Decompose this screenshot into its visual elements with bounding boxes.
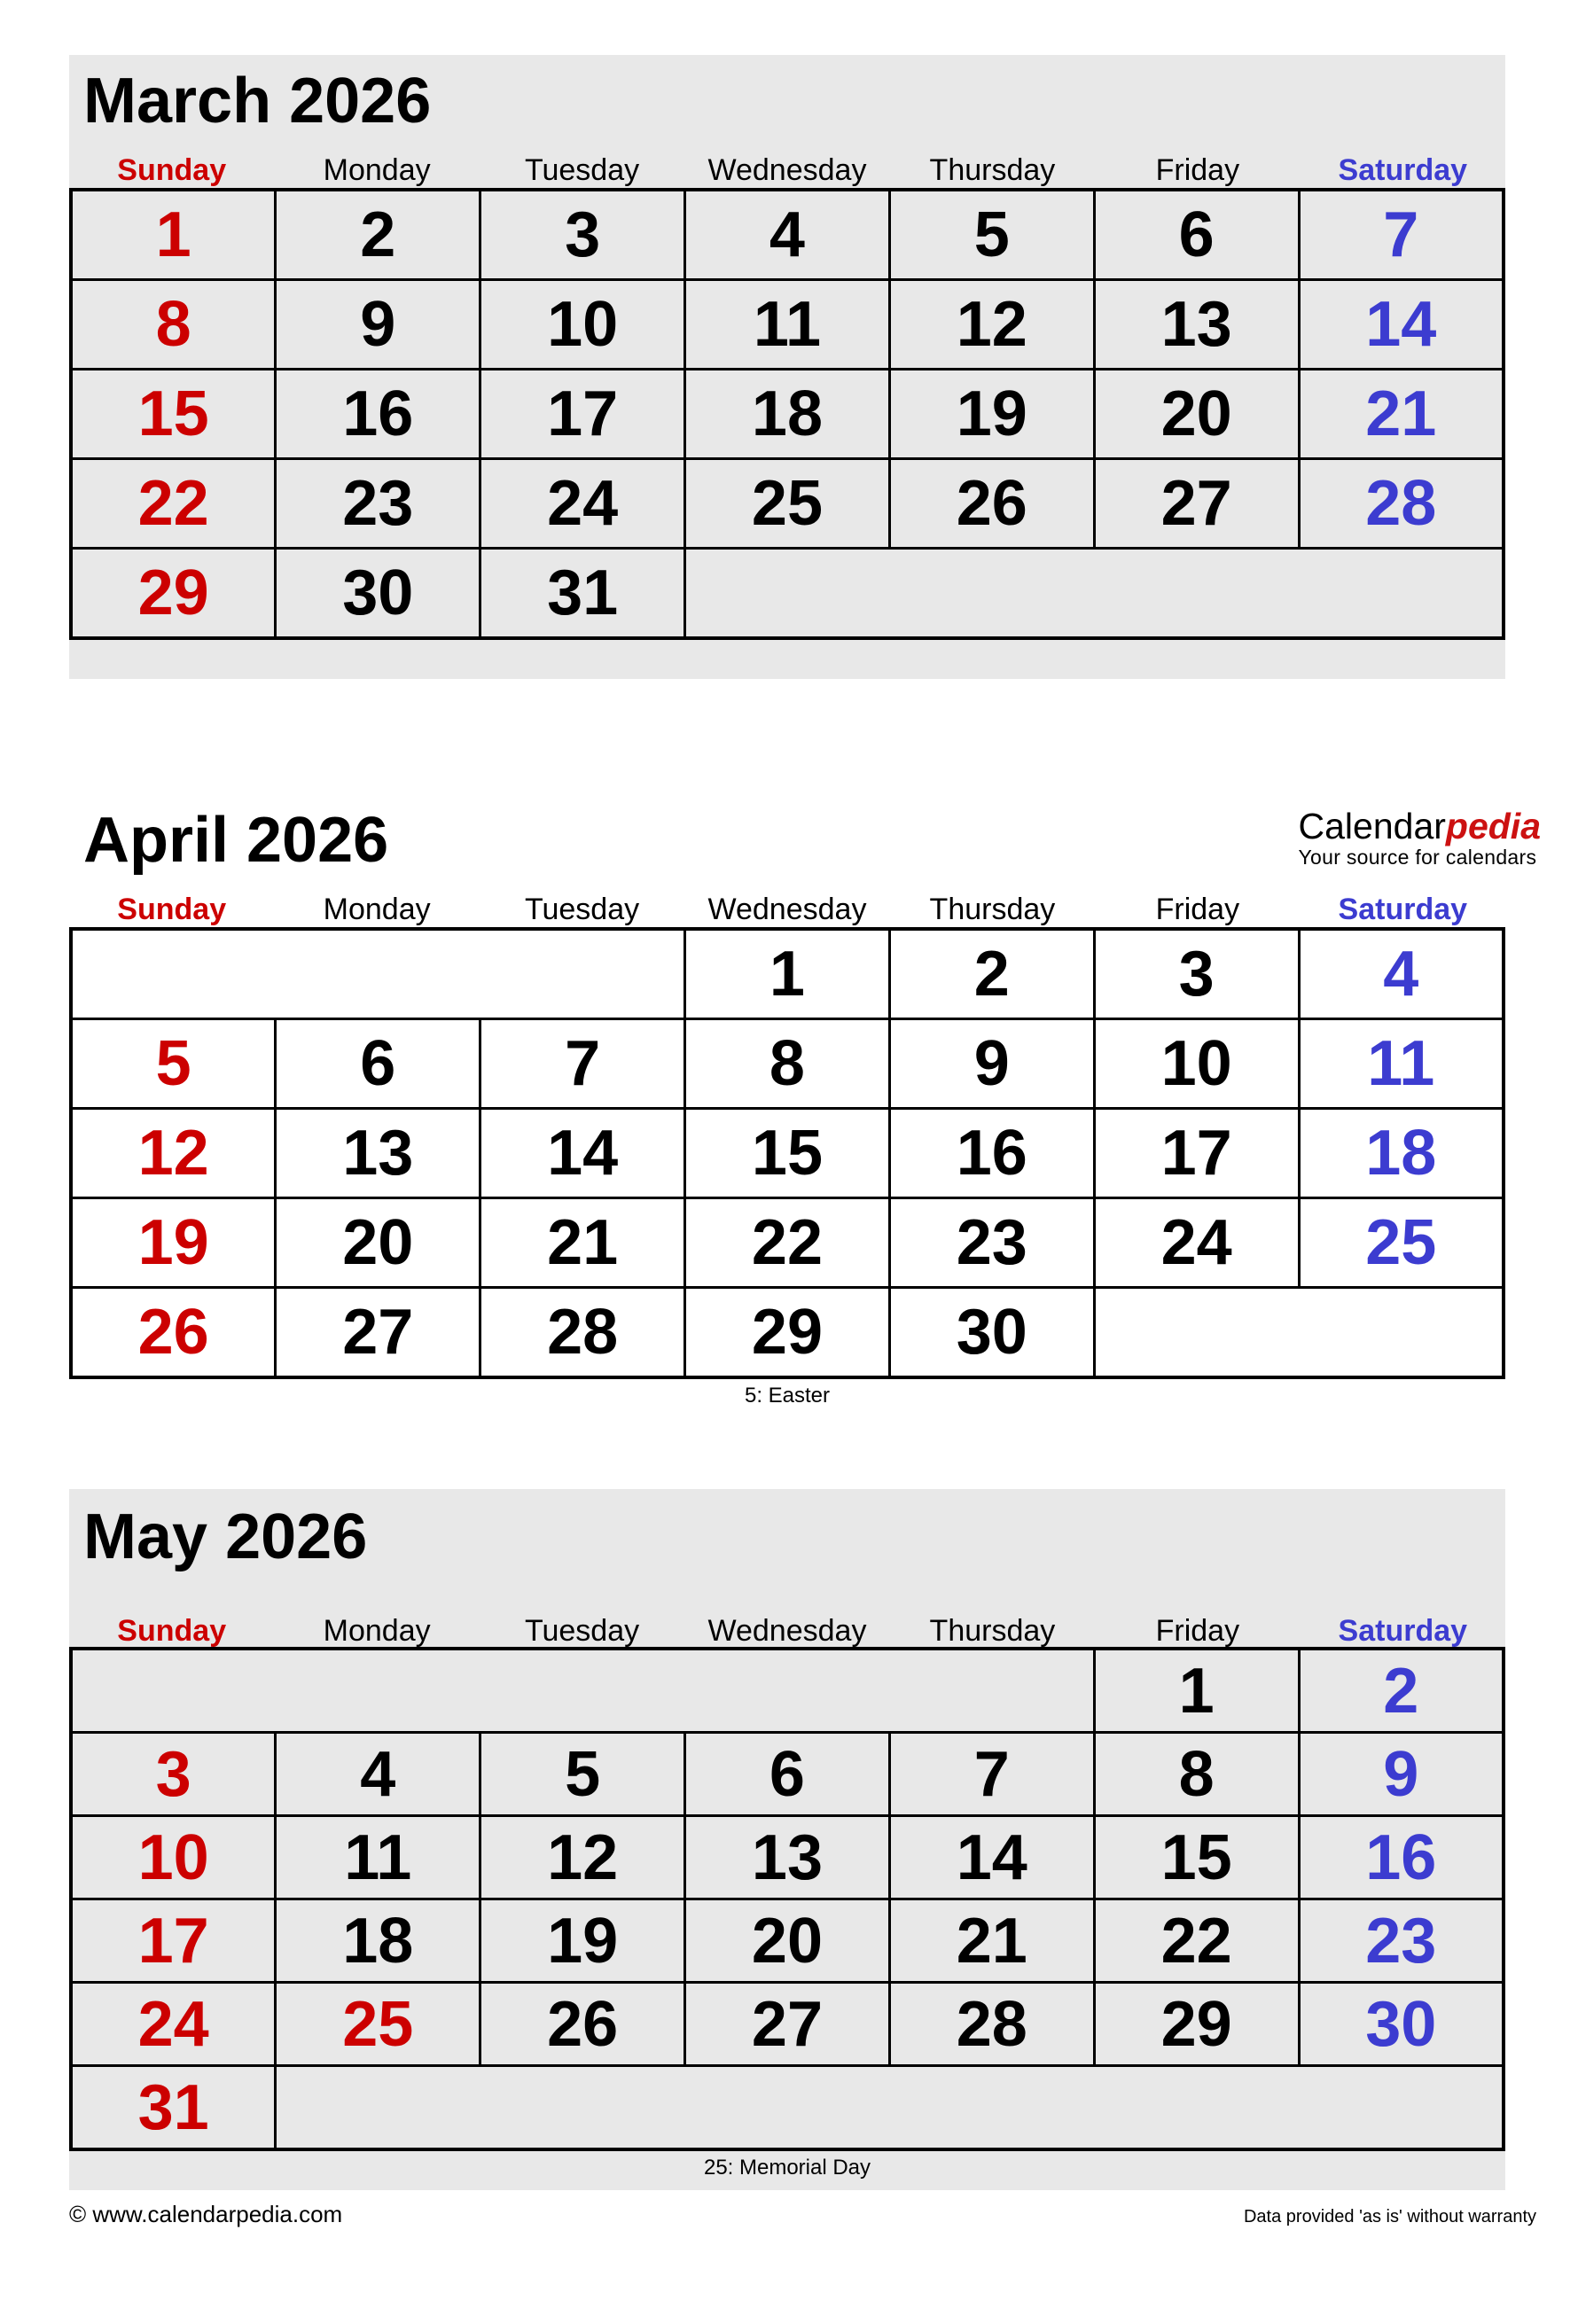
day-cell: 20: [685, 1899, 890, 1983]
day-cell: 19: [480, 1899, 685, 1983]
weekday-header: Monday: [323, 893, 431, 926]
month-title: May 2026: [83, 1501, 368, 1572]
day-cell: 14: [1299, 280, 1504, 370]
calendar-week-row: [71, 370, 1504, 459]
day-cell: 2: [1299, 1649, 1504, 1733]
day-cell: 25: [685, 459, 890, 549]
calendar-week-row: [71, 190, 1504, 280]
day-cell: 29: [1094, 1983, 1299, 2066]
weekday-header: Tuesday: [524, 1614, 640, 1648]
day-cell: 1: [1094, 1649, 1299, 1733]
day-cell: 22: [685, 1198, 890, 1288]
month-title: March 2026: [83, 66, 432, 136]
day-cell: 19: [71, 1198, 276, 1288]
day-cell: 27: [276, 1288, 480, 1378]
day-cell: 19: [889, 370, 1094, 459]
day-cell: 5: [889, 190, 1094, 280]
logo-wordmark: [1299, 807, 1541, 846]
day-cell: 29: [685, 1288, 890, 1378]
day-cell: 23: [276, 459, 480, 549]
day-cell: 4: [276, 1733, 480, 1816]
day-cell: 28: [480, 1288, 685, 1378]
weekday-header: Saturday: [1338, 893, 1468, 926]
day-cell: 8: [1094, 1733, 1299, 1816]
day-cell: 15: [1094, 1816, 1299, 1899]
day-cell: 2: [276, 190, 480, 280]
weekday-header: Tuesday: [524, 153, 640, 187]
footer-copyright: © www.calendarpedia.com: [69, 2201, 343, 2227]
day-cell: 3: [1094, 929, 1299, 1019]
month-section-may: [69, 1489, 1505, 2190]
day-cell: 9: [1299, 1733, 1504, 1816]
day-cell: 25: [1299, 1198, 1504, 1288]
calendar-week-row: [71, 2066, 1504, 2150]
day-cell: 6: [276, 1019, 480, 1109]
day-cell: 12: [71, 1109, 276, 1198]
day-cell: 30: [276, 549, 480, 639]
month-section-april: [69, 805, 1541, 1409]
day-cell: 21: [1299, 370, 1504, 459]
calendar-week-row: [71, 1288, 1504, 1378]
day-cell: 1: [71, 190, 276, 280]
day-cell: 17: [480, 370, 685, 459]
day-cell: 16: [276, 370, 480, 459]
day-cell: 31: [480, 549, 685, 639]
day-cell: 14: [480, 1109, 685, 1198]
day-cell: 9: [276, 280, 480, 370]
weekday-header: Thursday: [929, 893, 1056, 926]
day-cell: 24: [480, 459, 685, 549]
day-cell: 6: [1094, 190, 1299, 280]
footer-disclaimer: Data provided 'as is' without warranty: [1243, 2207, 1536, 2227]
day-cell: 26: [889, 459, 1094, 549]
day-cell: 13: [1094, 280, 1299, 370]
calendar-page: [0, 55, 1578, 2324]
logo-part-calendar: Calendar: [1298, 806, 1446, 846]
day-cell: 10: [1094, 1019, 1299, 1109]
weekday-header: Friday: [1155, 1614, 1240, 1648]
day-cell: 13: [685, 1816, 890, 1899]
day-cell: 4: [1299, 929, 1504, 1019]
weekday-header: Sunday: [117, 1614, 227, 1648]
day-cell: 22: [71, 459, 276, 549]
calendar-week-row: [71, 1019, 1504, 1109]
day-cell: 16: [889, 1109, 1094, 1198]
day-cell: 21: [889, 1899, 1094, 1983]
calendar-week-row: [71, 929, 1504, 1019]
holiday-note: 5: Easter: [744, 1384, 831, 1408]
day-cell: 18: [1299, 1109, 1504, 1198]
day-cell: 5: [71, 1019, 276, 1109]
day-cell: 11: [1299, 1019, 1504, 1109]
day-cell: 31: [71, 2066, 276, 2150]
weekday-header: Friday: [1155, 893, 1240, 926]
calendar-week-row: [71, 1816, 1504, 1899]
day-cell: 13: [276, 1109, 480, 1198]
calendar-week-row: [71, 549, 1504, 639]
day-cell: 5: [480, 1733, 685, 1816]
weekday-header: Thursday: [929, 153, 1056, 187]
day-cell: 10: [71, 1816, 276, 1899]
empty-cell: [276, 2066, 1504, 2150]
day-cell: 9: [889, 1019, 1094, 1109]
weekday-header-row: [69, 1613, 1505, 1647]
day-cell: 24: [71, 1983, 276, 2066]
day-cell: 25: [276, 1983, 480, 2066]
day-cell: 16: [1299, 1816, 1504, 1899]
calendarpedia-logo: [1299, 805, 1541, 869]
day-cell: 26: [71, 1288, 276, 1378]
day-cell: 10: [480, 280, 685, 370]
day-cell: 18: [276, 1899, 480, 1983]
weekday-header: Tuesday: [524, 893, 640, 926]
weekday-header-row: [69, 892, 1505, 927]
day-cell: 30: [889, 1288, 1094, 1378]
day-cell: 27: [685, 1983, 890, 2066]
day-cell: 15: [685, 1109, 890, 1198]
day-cell: 24: [1094, 1198, 1299, 1288]
day-cell: 23: [1299, 1899, 1504, 1983]
weekday-header: Monday: [323, 1614, 431, 1648]
day-cell: 1: [685, 929, 890, 1019]
day-cell: 2: [889, 929, 1094, 1019]
day-cell: 7: [1299, 190, 1504, 280]
day-cell: 7: [480, 1019, 685, 1109]
logo-part-pedia: pedia: [1445, 806, 1541, 846]
calendar-grid-march: [69, 188, 1505, 640]
empty-cell: [71, 1649, 1094, 1733]
day-cell: 21: [480, 1198, 685, 1288]
day-cell: 17: [71, 1899, 276, 1983]
weekday-header: Saturday: [1338, 1614, 1468, 1648]
day-cell: 20: [276, 1198, 480, 1288]
calendar-week-row: [71, 1649, 1504, 1733]
day-cell: 29: [71, 549, 276, 639]
weekday-header-row: [69, 152, 1505, 188]
day-cell: 18: [685, 370, 890, 459]
calendar-week-row: [71, 1899, 1504, 1983]
april-title-row: [69, 805, 1541, 876]
day-cell: 17: [1094, 1109, 1299, 1198]
weekday-header: Wednesday: [707, 153, 867, 187]
calendar-grid-april: [69, 927, 1505, 1379]
day-cell: 8: [685, 1019, 890, 1109]
weekday-header: Wednesday: [707, 893, 867, 926]
day-cell: 12: [889, 280, 1094, 370]
day-cell: 15: [71, 370, 276, 459]
empty-cell: [685, 549, 1504, 639]
day-cell: 8: [71, 280, 276, 370]
day-cell: 11: [685, 280, 890, 370]
day-cell: 3: [480, 190, 685, 280]
calendar-week-row: [71, 1983, 1504, 2066]
weekday-header: Friday: [1155, 153, 1240, 187]
logo-tagline: Your source for calendars: [1298, 846, 1537, 869]
weekday-header: Sunday: [117, 893, 227, 926]
calendar-week-row: [71, 280, 1504, 370]
day-cell: 4: [685, 190, 890, 280]
day-cell: 28: [889, 1983, 1094, 2066]
calendar-grid-may: [69, 1647, 1505, 2151]
empty-cell: [71, 929, 685, 1019]
day-cell: 6: [685, 1733, 890, 1816]
day-cell: 23: [889, 1198, 1094, 1288]
weekday-header: Sunday: [117, 153, 227, 187]
calendar-week-row: [71, 1109, 1504, 1198]
day-cell: 11: [276, 1816, 480, 1899]
day-cell: 12: [480, 1816, 685, 1899]
weekday-header: Monday: [323, 153, 431, 187]
page-footer: [69, 2201, 1536, 2228]
month-section-march: [69, 55, 1505, 679]
day-cell: 28: [1299, 459, 1504, 549]
calendar-week-row: [71, 459, 1504, 549]
empty-cell: [1094, 1288, 1504, 1378]
day-cell: 14: [889, 1816, 1094, 1899]
month-title: April 2026: [83, 805, 389, 876]
calendar-week-row: [71, 1733, 1504, 1816]
day-cell: 22: [1094, 1899, 1299, 1983]
weekday-header: Wednesday: [707, 1614, 867, 1648]
weekday-header: Saturday: [1338, 153, 1468, 187]
day-cell: 7: [889, 1733, 1094, 1816]
day-cell: 3: [71, 1733, 276, 1816]
day-cell: 30: [1299, 1983, 1504, 2066]
weekday-header: Thursday: [929, 1614, 1056, 1648]
day-cell: 20: [1094, 370, 1299, 459]
holiday-note: 25: Memorial Day: [703, 2156, 871, 2180]
day-cell: 26: [480, 1983, 685, 2066]
calendar-week-row: [71, 1198, 1504, 1288]
day-cell: 27: [1094, 459, 1299, 549]
